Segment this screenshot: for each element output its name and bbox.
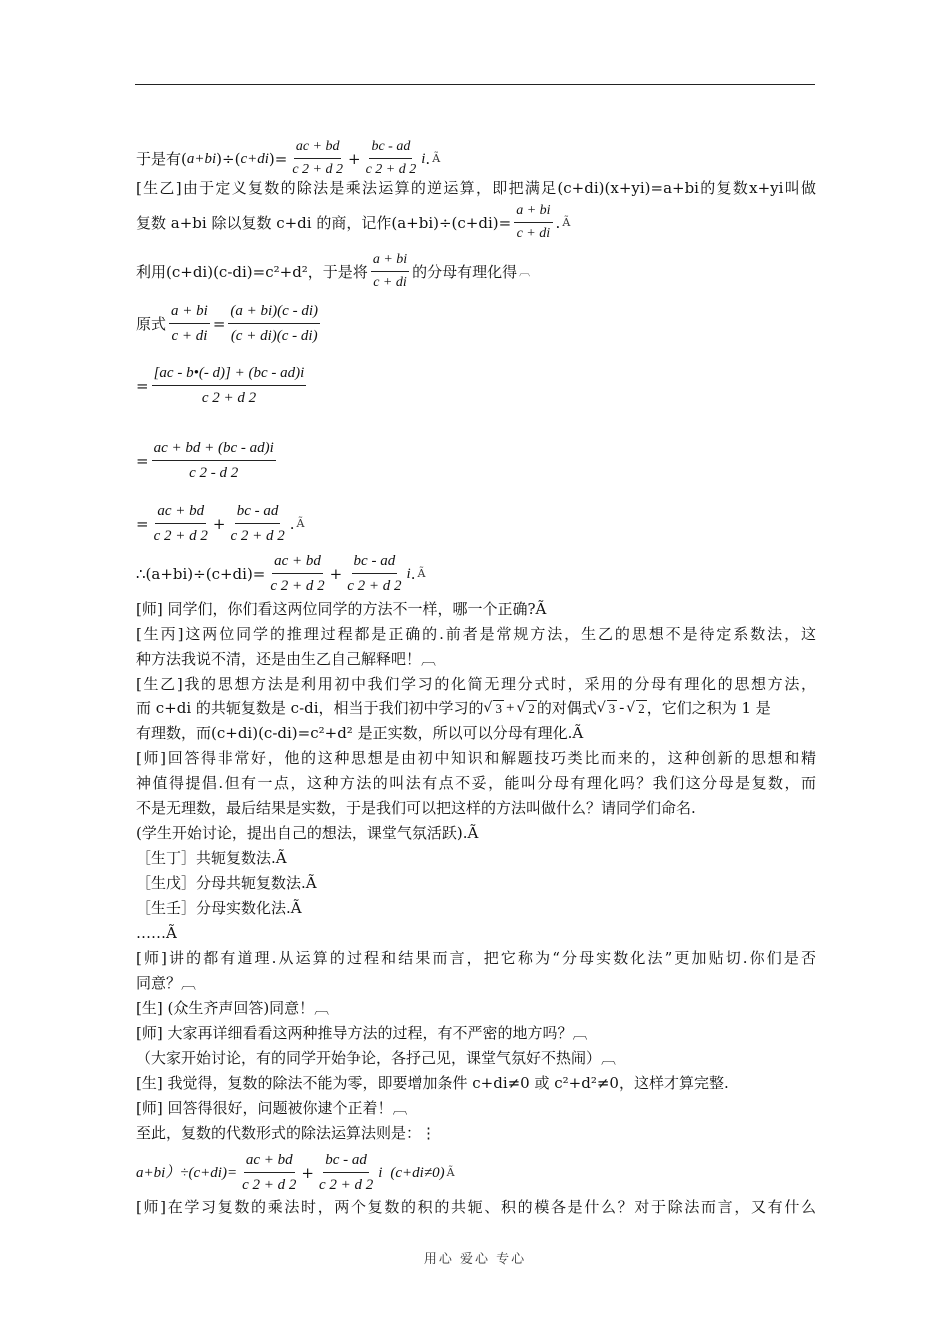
radical-sign: √ [516, 700, 526, 716]
paragraph-line: (学生开始讨论，提出自己的想法，课堂气氛活跃).Ã [136, 824, 479, 842]
fraction: $\frac{(a + bi)(c - di)}{(c + di)(c - di)}$ [228, 300, 320, 347]
formula-line-32 [136, 1149, 816, 1196]
text: 而 c+di 的共轭复数是 c-di，相当于我们初中学习的 [136, 699, 484, 717]
math: c+di [240, 150, 269, 167]
fraction: $\frac{ac + bd}{c 2 + d 2}$ [152, 500, 210, 547]
plus-sign: + [347, 149, 361, 168]
fraction: $\frac{ac + bd + (bc - ad)i}{c 2 - d 2}$ [152, 437, 276, 484]
fraction: $\frac{bc - ad}{c 2 + d 2}$ [365, 139, 417, 177]
fraction: $\frac{a + bi}{c + di}$ [516, 203, 551, 241]
fraction: $\frac{bc - ad}{c 2 + d 2}$ [228, 500, 286, 547]
text: 于是有( [136, 149, 187, 168]
paragraph-line: [师]在学习复数的乘法时，两个复数的积的共轭、积的模各是什么？对于除法而言，又有什么 [136, 1198, 816, 1216]
radicand: 3 [495, 701, 502, 716]
fraction: $\frac{bc - ad}{c 2 + d 2}$ [345, 550, 403, 597]
paragraph-line: [师] 大家再详细看看这两种推导方法的过程，有不严密的地方吗？︹ [136, 1024, 588, 1042]
paragraph-line: ……Ã [136, 924, 177, 942]
text: 利用(c+di)(c-di)=c²+d²，于是将 [136, 262, 368, 281]
math: i [421, 150, 426, 167]
radical-sign: √ [626, 700, 636, 716]
plus-sign: + [301, 1163, 314, 1182]
math: a+bi）÷(c+di)= [136, 1164, 238, 1181]
paragraph-line: [生丙]这两位同学的推理过程都是正确的.前者是常规方法，生乙的思想不是待定系数法，这 [136, 625, 816, 643]
paragraph-mark: Ã [417, 566, 426, 580]
math: a+bi [186, 150, 217, 167]
paragraph-line: [生] (众生齐声回答)同意！︹ [136, 999, 330, 1017]
paragraph-line: 有理数，而(c+di)(c-di)=c²+d² 是正实数，所以可以分母有理化.Ã [136, 724, 584, 742]
paragraph-line: 至此，复数的代数形式的除法运算法则是：⋮ [136, 1124, 437, 1142]
fraction: $\frac{ac + bd}{c 2 + d 2}$ [268, 550, 326, 597]
header-rule [135, 84, 815, 85]
fraction: $\frac{a + bi}{c + di}$ [372, 252, 408, 290]
formula-line-5 [136, 300, 816, 347]
plus-sign: + [505, 700, 515, 716]
math: i [406, 565, 411, 582]
paragraph-line: [生乙]我的思想方法是利用初中我们学习的化简无理分式时，采用的分母有理化的思想方法， [136, 675, 816, 693]
paragraph-line: [生] 我觉得，复数的除法不能为零，即要增加条件 c+di≠0 或 c²+d²≠0，这样才算完整. [136, 1074, 729, 1092]
text: . [289, 514, 295, 533]
condition: (c+di≠0) [390, 1164, 445, 1181]
radical-sign: √ [483, 700, 493, 716]
text: . [410, 564, 416, 583]
fraction: $\frac{a + bi}{c + di}$ [169, 300, 210, 347]
plus-sign: + [329, 564, 343, 583]
paragraph-line: [师] 回答得很好，问题被你逮个正着！︹ [136, 1099, 408, 1117]
text: )= [268, 149, 288, 168]
text: ，它们之积为 1 是 [646, 699, 771, 717]
radicand: 2 [638, 701, 645, 716]
radicand: 2 [528, 701, 535, 716]
formula-line-3 [136, 201, 816, 244]
equals-sign: = [136, 514, 149, 533]
plus-sign: + [212, 514, 226, 533]
equals-sign: = [136, 376, 149, 395]
text: 的分母有理化得 [412, 262, 518, 281]
formula-line-1 [136, 137, 816, 180]
text: 原式 [136, 314, 167, 333]
fraction: $\frac{ac + bd}{c 2 + d 2}$ [292, 139, 343, 177]
paragraph-line: [师]讲的都有道理.从运算的过程和结果而言，把它称为“分母实数化法”更加贴切.你们是否 [136, 949, 816, 967]
paragraph-line: 同意？︹ [136, 974, 197, 992]
paragraph-mark: Ã [446, 1165, 455, 1179]
paragraph-line: [生乙]由于定义复数的除法是乘法运算的逆运算，即把满足(c+di)(x+yi)=a+bi的复数x+yi叫做 [136, 179, 816, 197]
paragraph-line: ［生丁］共轭复数法.Ã [136, 849, 287, 867]
paragraph-line: ［生戊］分母共轭复数法.Ã [136, 874, 317, 892]
formula-line-6 [136, 362, 816, 409]
equals-sign: = [212, 314, 226, 333]
paragraph-line-radicals [136, 697, 816, 719]
text: ∴(a+bi)÷(c+di)= [136, 564, 266, 583]
paragraph-mark: Ã [562, 215, 571, 229]
paragraph-line: [师] 同学们，你们看这两位同学的方法不一样，哪一个正确?Ã [136, 600, 547, 618]
text: . [425, 149, 431, 168]
fraction: $\frac{[ac - b•(- d)] + (bc - ad)i}{c 2 + d 2}$ [152, 362, 307, 409]
text: )÷( [216, 149, 241, 168]
paragraph-mark: ︹ [519, 264, 531, 278]
radical-sign: √ [596, 700, 606, 716]
formula-line-8 [136, 500, 816, 547]
equals-sign: = [136, 451, 149, 470]
paragraph-line: 神值得提倡.但有一点，这种方法的叫法有点不妥，能叫分母有理化吗？我们这分母是复数，而 [136, 774, 816, 792]
fraction: $\frac{bc - ad}{c 2 + d 2}$ [317, 1149, 375, 1196]
paragraph-line: ［生壬］分母实数化法.Ã [136, 899, 302, 917]
text: . [555, 213, 561, 232]
paragraph-mark: Ã [296, 516, 305, 530]
minus-sign: - [619, 700, 625, 716]
radicand: 3 [608, 701, 616, 716]
paragraph-line: 不是无理数，最后结果是实数，于是我们可以把这样的方法叫做什么？请同学们命名. [136, 799, 696, 817]
formula-line-9 [136, 550, 816, 597]
text: 的对偶式 [536, 699, 597, 717]
page-footer: 用心 爱心 专心 [423, 1252, 527, 1267]
fraction: $\frac{ac + bd}{c 2 + d 2}$ [240, 1149, 298, 1196]
paragraph-line: [师]回答得非常好，他的这种思想是由初中知识和解题技巧类比而来的，这种创新的思想和精 [136, 749, 816, 767]
math: i [378, 1164, 383, 1181]
formula-line-7 [136, 437, 816, 484]
text: 复数 a+bi 除以复数 c+di 的商，记作(a+bi)÷(c+di)= [136, 213, 512, 232]
paragraph-mark: Ã [432, 151, 441, 165]
formula-line-4 [136, 250, 816, 293]
paragraph-line: 种方法我说不清，还是由生乙自己解释吧！︹ [136, 650, 437, 668]
paragraph-line: （大家开始讨论，有的同学开始争论，各抒己见，课堂气氛好不热闹）︹ [136, 1049, 617, 1067]
